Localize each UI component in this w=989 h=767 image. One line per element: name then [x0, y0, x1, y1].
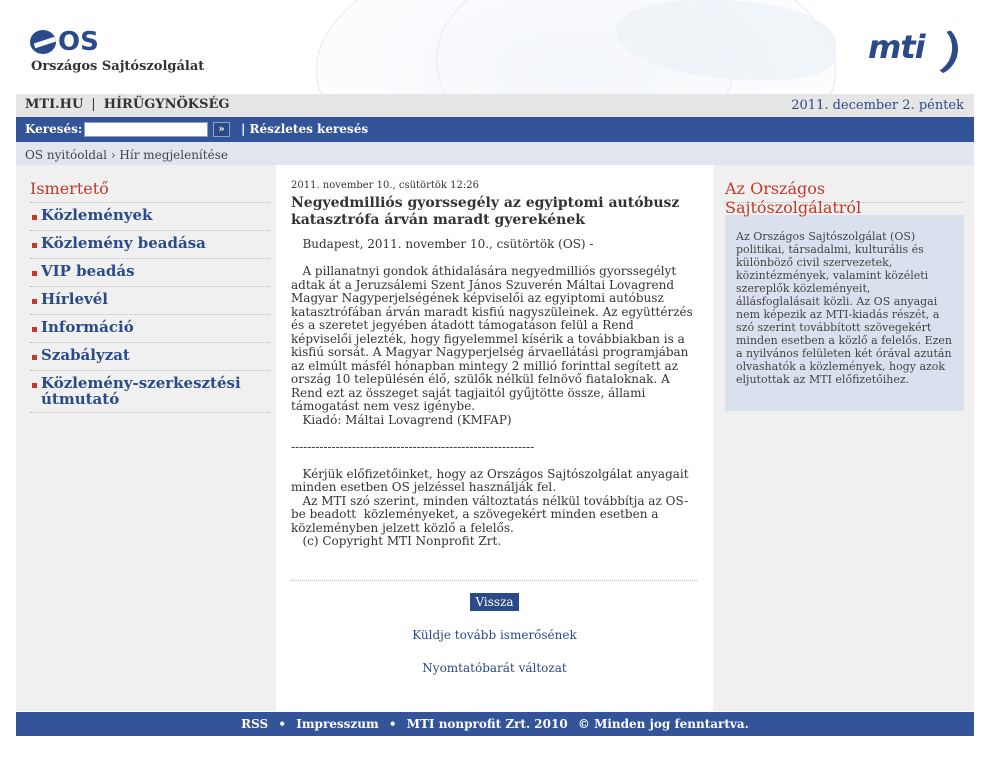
bullet-icon — [32, 243, 37, 248]
current-date: 2011. december 2. péntek — [791, 98, 964, 113]
footer-separator: • — [278, 717, 287, 731]
os-logo-text: OS — [58, 27, 99, 57]
search-input[interactable] — [84, 122, 208, 137]
nav-separator: | — [91, 97, 96, 112]
sidebar-item-hirlevel[interactable] — [30, 287, 270, 315]
article-body: Budapest, 2011. november 10., csütörtök (OS) - A pillanatnyi gondok áthidalására negyedmilliós gyorssegélyt adtak át a Jeruzsálemi Szent János Szuverén Máltai Lovagrend Magyar Nagyperjelségének képviselői az egyiptomi autóbusz katasztrófában árván maradt kisfiú nagyszüleinek. Az együttérzés és a szeretet jegyében átadott támogatáson felül a Rend képviselői jelezték, hogy figyelemmel kísérik a továbbiakban is a kisfiú sorsát. A Magyar Nagyperjelség árvaellátási programjában az elmúlt másfél hónapban mintegy 2 millió forinttal segített az ország 10 településén élő, szülők nélkül felnövő fiataloknak. A Rend ezt az összeget saját tagjaitól gyűjtötte össze, állami támogatást nem vesz igénybe. Kiadó: Máltai Lovagrend (KMFAP) ------------------------------------------------------------ Kérjük előfizetőinket, hogy az Országos Sajtószolgálat anyagait minden esetben OS jelzéssel használják fel. Az MTI szó szerint, minden változtatás nélkül továbbítja az OS-be beadott közleményeket, a szövegekért minden esetben a közleményben jelzett közlő a felelős. (c) Copyright MTI Nonprofit Zrt. — [291, 237, 693, 548]
footer-company: MTI nonprofit Zrt. 2010 — [406, 717, 568, 731]
printer-friendly-link[interactable]: Nyomtatóbarát változat — [422, 661, 567, 675]
right-sidebar-title: Az Országos Sajtószolgálatról — [725, 179, 964, 203]
os-logo-icon — [30, 30, 56, 54]
content-area — [16, 165, 974, 711]
sidebar-item-label: Közlemények — [41, 206, 153, 224]
footer — [16, 712, 974, 736]
search-label: Keresés: — [25, 122, 83, 136]
article-panel — [276, 165, 713, 711]
sidebar-item-vip-beadas[interactable] — [30, 259, 270, 287]
os-logo[interactable] — [30, 28, 99, 56]
site-name: Országos Sajtószolgálat — [31, 59, 205, 74]
sidebar-item-label: Szabályzat — [41, 346, 130, 364]
article-divider — [291, 580, 697, 581]
bullet-icon — [32, 215, 37, 220]
search-bar — [16, 117, 974, 142]
footer-impresszum-link[interactable]: Impresszum — [296, 717, 379, 731]
left-sidebar-title: Ismertető — [30, 179, 270, 203]
bullet-icon — [32, 271, 37, 276]
sidebar-item-szerkesztesi-utmutato[interactable] — [30, 371, 270, 413]
bullet-icon — [32, 383, 37, 388]
sidebar-item-label: VIP beadás — [41, 262, 135, 280]
nav-link-hirugynokseg[interactable]: HÍRÜGYNÖKSÉG — [103, 97, 230, 112]
bullet-icon — [32, 355, 37, 360]
nav-link-mti-hu[interactable]: MTI.HU — [25, 97, 84, 112]
footer-rss-link[interactable]: RSS — [241, 717, 269, 731]
footer-copyright: © Minden jog fenntartva. — [577, 717, 749, 731]
page-wrapper — [16, 0, 974, 767]
bullet-icon — [32, 327, 37, 332]
sidebar-item-informacio[interactable] — [30, 315, 270, 343]
back-button[interactable]: Vissza — [470, 593, 519, 611]
sidebar-item-label: Közlemény beadása — [41, 234, 206, 252]
top-navigation — [16, 94, 974, 117]
footer-separator: • — [388, 717, 397, 731]
article-date: 2011. november 10., csütörtök 12:26 — [291, 180, 479, 191]
send-to-friend-link[interactable]: Küldje tovább ismerősének — [412, 628, 577, 642]
about-box: Az Országos Sajtószolgálat (OS) politikai, társadalmi, kulturális és különböző civil szervezetek, közintézmények, valamint közéleti szereplők közleményeit, állásfoglalásait közli. Az OS anyagai nem képezik az MTI-kiadás részét, a szó szerint továbbított szövegekért minden esetben a közlő a felelős. Ezen a nyilvános felületen két órával azután olvashatók a közlemények, hogy azok eljutottak az MTI előfizetőihez. — [725, 215, 964, 411]
bullet-icon — [32, 299, 37, 304]
mti-logo-text: mti — [868, 28, 925, 66]
left-sidebar — [30, 179, 270, 413]
sidebar-item-kozlemeny-beadasa[interactable] — [30, 231, 270, 259]
sidebar-item-label: Közlemény-szerkesztési útmutató — [41, 374, 241, 408]
article-title: Negyedmilliós gyorssegély az egyiptomi autóbusz katasztrófa árván maradt gyerekének — [291, 195, 680, 228]
right-sidebar — [725, 179, 964, 411]
breadcrumb: OS nyitóoldal › Hír megjelenítése — [16, 142, 974, 165]
mti-logo[interactable] — [868, 22, 958, 80]
sidebar-item-label: Hírlevél — [41, 290, 108, 308]
search-submit-button[interactable]: » — [213, 122, 230, 137]
sidebar-item-kozlemenyek[interactable] — [30, 203, 270, 231]
sidebar-item-szabalyzat[interactable] — [30, 343, 270, 371]
sidebar-item-label: Információ — [41, 318, 134, 336]
advanced-search-link[interactable]: | Részletes keresés — [241, 122, 369, 136]
header — [16, 0, 974, 94]
